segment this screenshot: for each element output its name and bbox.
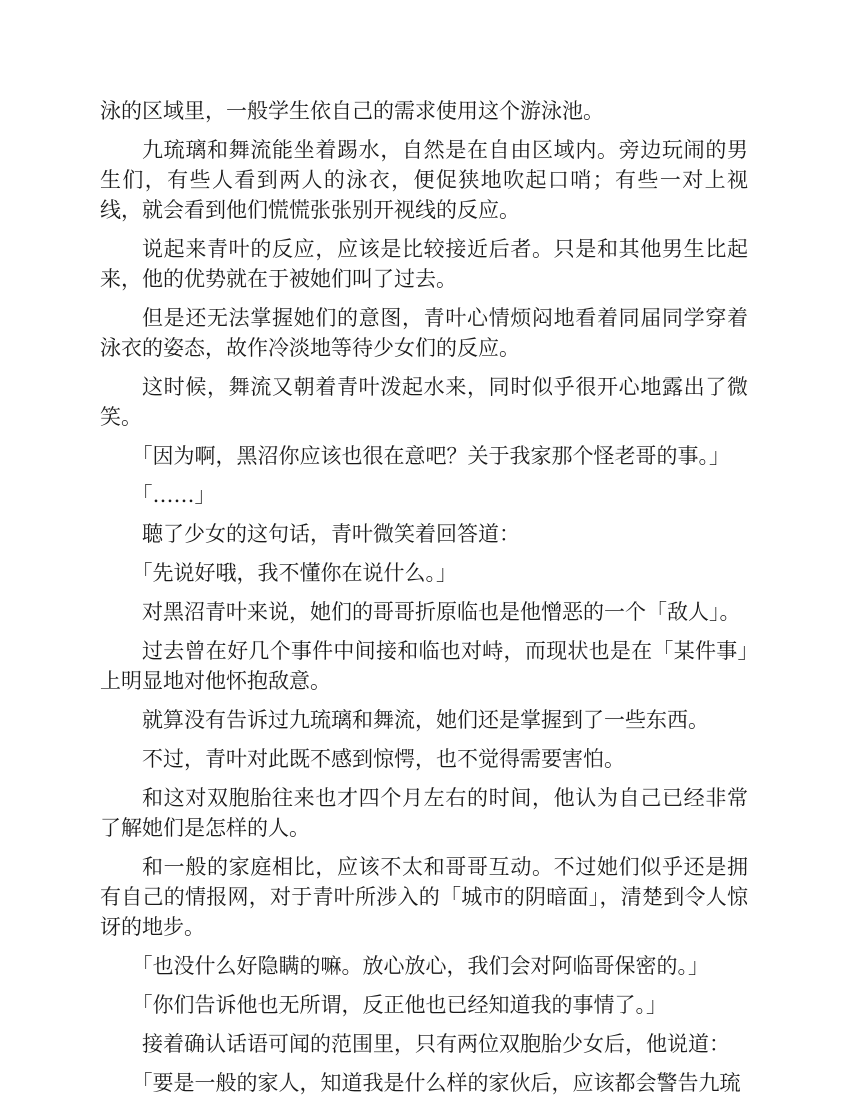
dialogue-line: 「先说好哦，我不懂你在说什么。」 xyxy=(131,561,457,585)
dialogue-line: 「因为啊，黑沼你应该也很在意吧？关于我家那个怪老哥的事。」 xyxy=(131,444,730,468)
paragraph: 九琉璃和舞流能坐着踢水，自然是在自由区域内。旁边玩闹的男生们，有些人看到两人的泳衣，便促狭地吹起口哨；有些一对上视线，就会看到他们慌慌张张别开视线的反应。 xyxy=(100,138,748,222)
dialogue-line: 「也没什么好隐瞒的嘛。放心放心，我们会对阿临哥保密的。」 xyxy=(131,954,709,978)
paragraph: 对黑沼青叶来说，她们的哥哥折原临也是他憎恶的一个「敌人」。 xyxy=(142,600,741,624)
paragraph: 过去曾在好几个事件中间接和临也对峙，而现状也是在「某件事」上明显地对他怀抱敌意。 xyxy=(100,639,748,693)
paragraph: 这时候，舞流又朝着青叶泼起水来，同时似乎很开心地露出了微笑。 xyxy=(100,375,748,429)
paragraph: 但是还无法掌握她们的意图，青叶心情烦闷地看着同届同学穿着泳衣的姿态，故作冷淡地等待少女们的反应。 xyxy=(100,306,748,360)
document-page xyxy=(100,96,748,1107)
paragraph: 就算没有告诉过九琉璃和舞流，她们还是掌握到了一些东西。 xyxy=(142,708,709,732)
dialogue-line: 「要是一般的家人，知道我是什么样的家伙后，应该都会警告九琉 xyxy=(131,1071,741,1095)
paragraph: 和这对双胞胎往来也才四个月左右的时间，他认为自己已经非常了解她们是怎样的人。 xyxy=(100,786,748,840)
dialogue-line: 「你们告诉他也无所谓，反正他也已经知道我的事情了。」 xyxy=(131,993,667,1017)
paragraph: 不过，青叶对此既不感到惊愕，也不觉得需要害怕。 xyxy=(142,747,625,771)
paragraph: 和一般的家庭相比，应该不太和哥哥互动。不过她们似乎还是拥有自己的情报网，对于青叶所涉入的「城市的阴暗面」，清楚到令人惊讶的地步。 xyxy=(100,855,748,939)
paragraph: 接着确认话语可闻的范围里，只有两位双胞胎少女后，他说道： xyxy=(142,1032,730,1056)
paragraph: 聴了少女的这句话，青叶微笑着回答道： xyxy=(142,522,520,546)
dialogue-line: 「……」 xyxy=(131,483,216,507)
paragraph: 泳的区域里，一般学生依自己的需求使用这个游泳池。 xyxy=(100,99,604,123)
paragraph: 说起来青叶的反应，应该是比较接近后者。只是和其他男生比起来，他的优势就在于被她们叫了过去。 xyxy=(100,237,748,291)
